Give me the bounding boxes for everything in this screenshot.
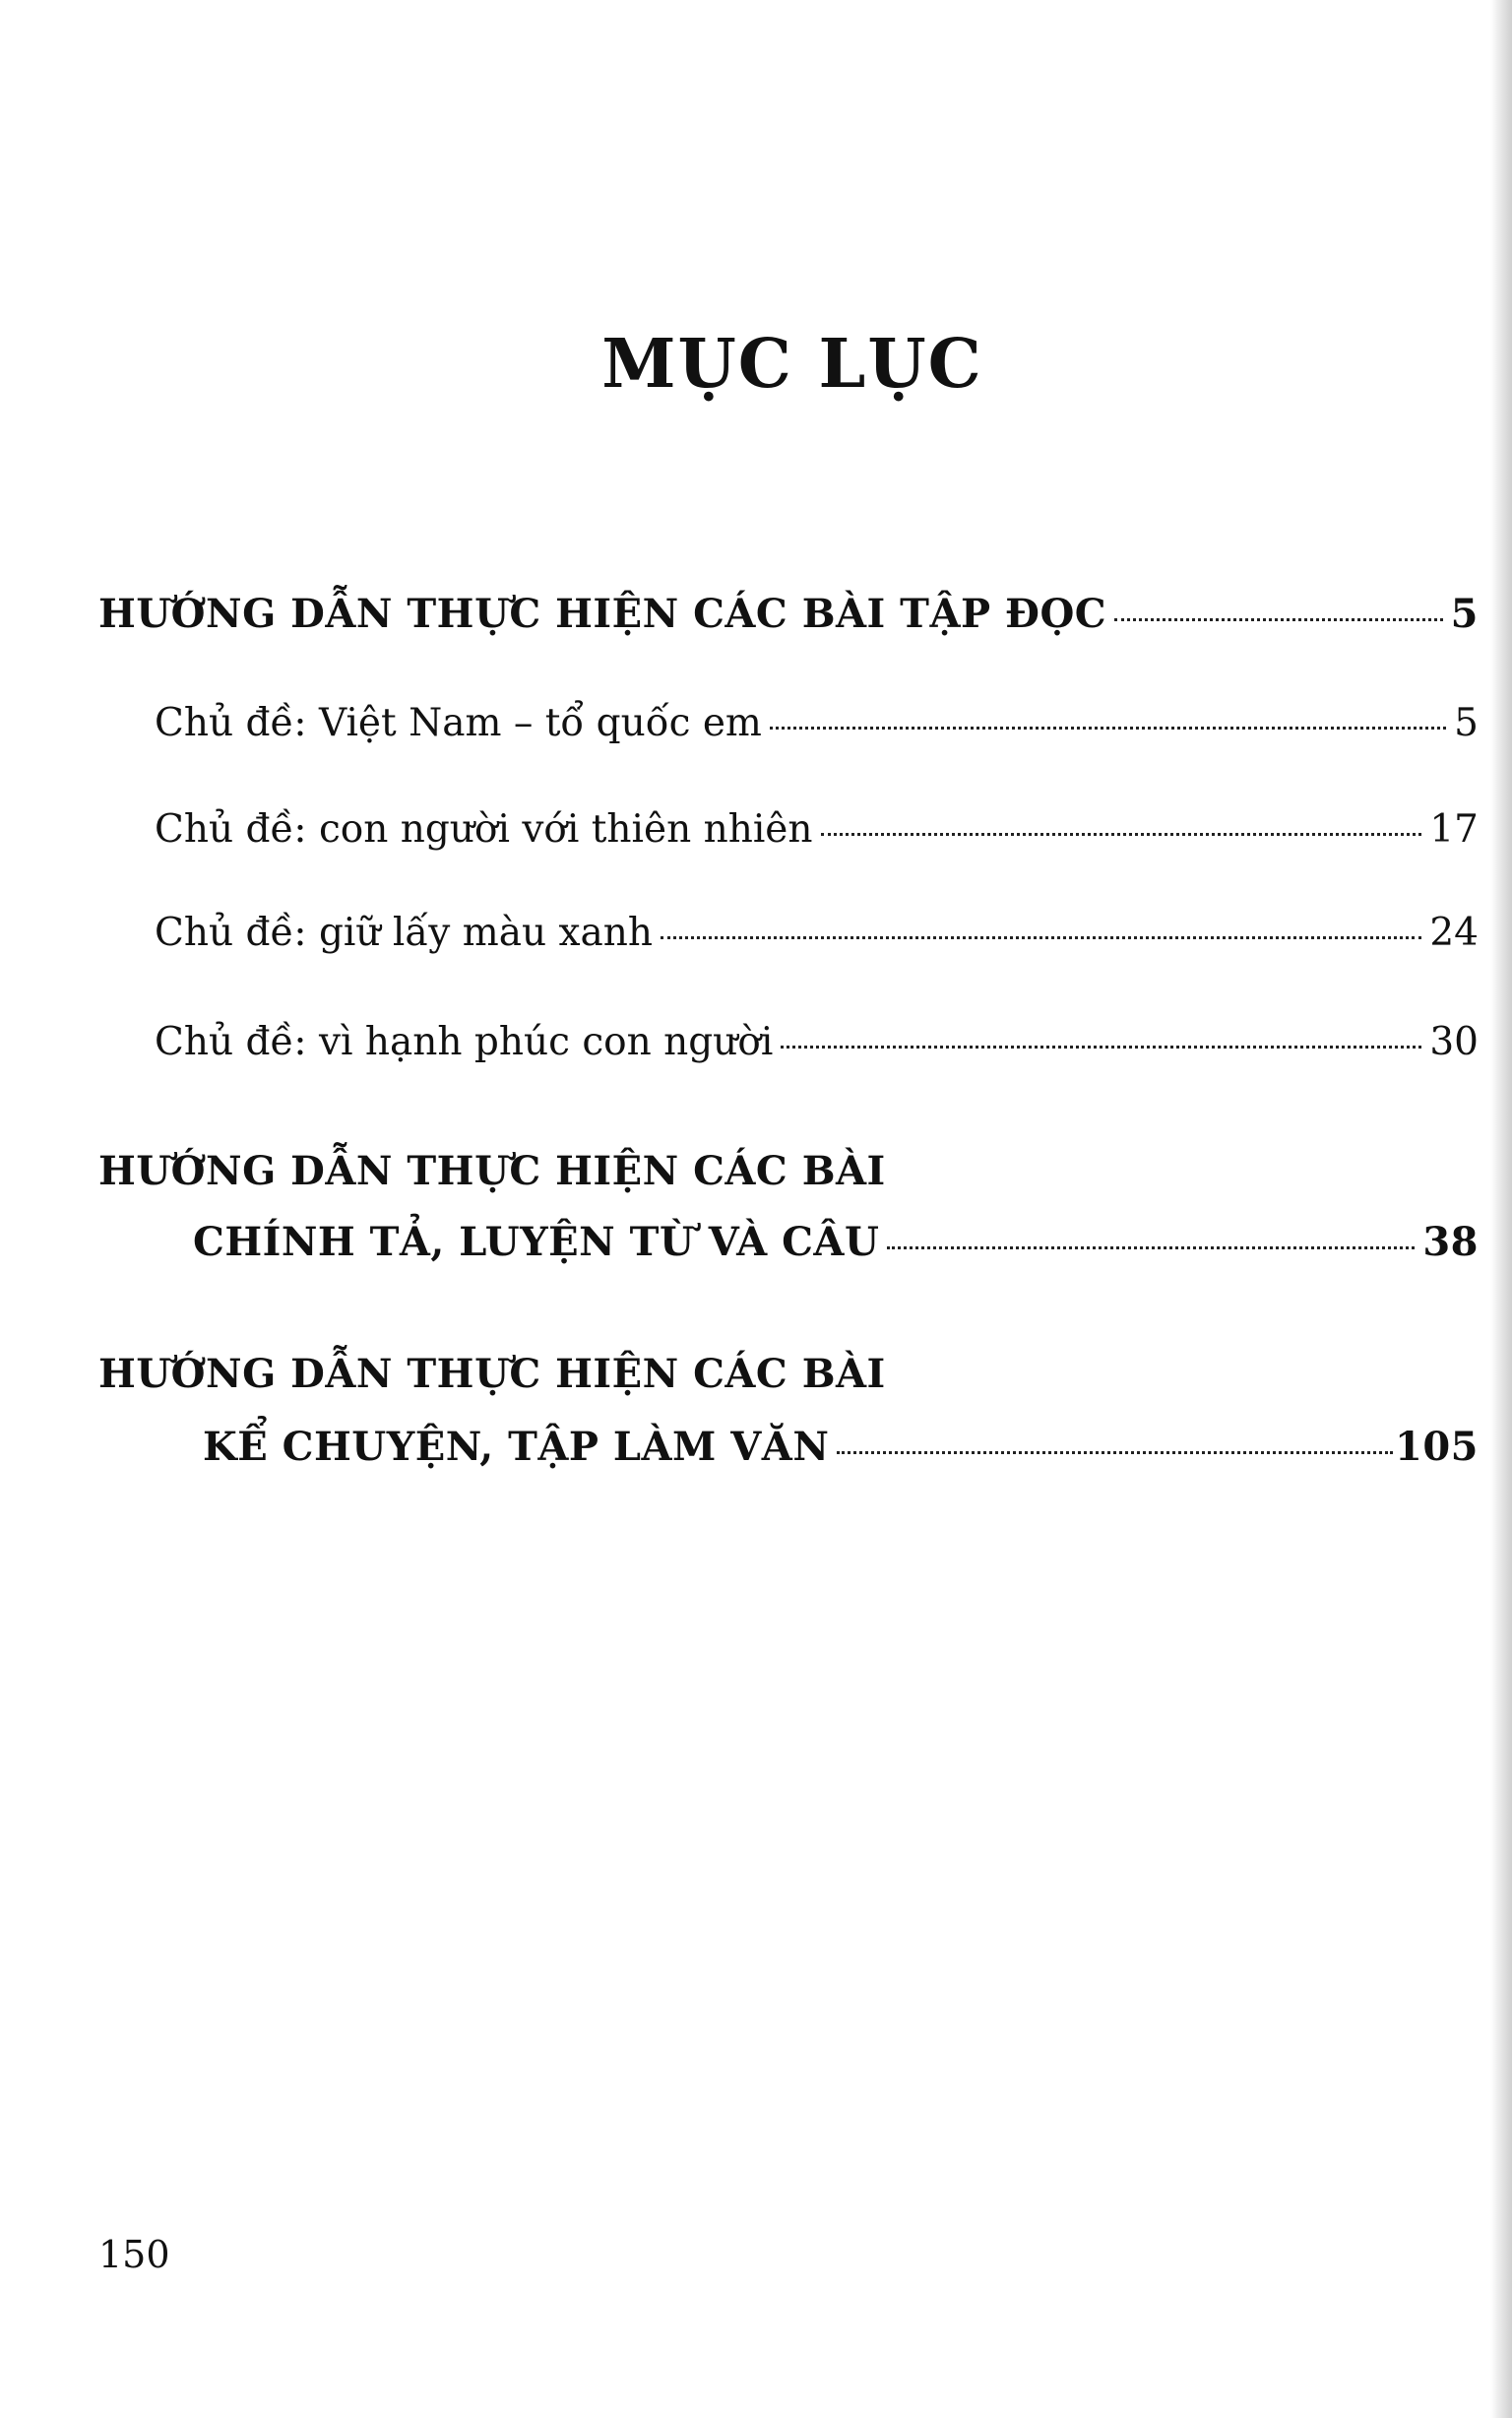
toc-entry-sub-1 <box>155 701 1479 745</box>
toc-entry-label: Chủ đề: Việt Nam – tổ quốc em <box>155 701 762 745</box>
toc-entry-section-1 <box>98 591 1479 637</box>
dot-leader <box>1114 618 1443 621</box>
dot-leader <box>837 1451 1393 1454</box>
toc-entry-section-3 <box>203 1424 1479 1470</box>
dot-leader <box>781 1046 1421 1049</box>
toc-entry-label: Chủ đề: con người với thiên nhiên <box>155 807 813 852</box>
toc-entry-page: 5 <box>1454 701 1479 745</box>
toc-entry-label: CHÍNH TẢ, LUYỆN TỪ VÀ CÂU <box>193 1219 880 1265</box>
page-title: MỤC LỤC <box>601 325 983 404</box>
toc-entry-sub-3 <box>155 911 1479 955</box>
toc-entry-section-2 <box>193 1219 1479 1265</box>
toc-entry-label: HƯỚNG DẪN THỰC HIỆN CÁC BÀI TẬP ĐỌC <box>98 591 1107 637</box>
dot-leader <box>821 833 1422 836</box>
toc-entry-label: Chủ đề: giữ lấy màu xanh <box>155 911 653 955</box>
toc-entry-section-3-line1: HƯỚNG DẪN THỰC HIỆN CÁC BÀI <box>98 1351 886 1397</box>
toc-entry-sub-2 <box>155 807 1479 852</box>
toc-entry-page: 17 <box>1429 807 1479 852</box>
toc-entry-label: KỂ CHUYỆN, TẬP LÀM VĂN <box>203 1424 830 1470</box>
toc-entry-page: 5 <box>1450 591 1479 637</box>
dot-leader <box>887 1246 1415 1249</box>
toc-entry-page: 30 <box>1429 1020 1479 1064</box>
toc-entry-page: 38 <box>1422 1219 1479 1265</box>
dot-leader <box>770 727 1446 730</box>
toc-entry-sub-4 <box>155 1020 1479 1064</box>
toc-entry-page: 24 <box>1429 911 1479 955</box>
toc-entry-section-2-line1: HƯỚNG DẪN THỰC HIỆN CÁC BÀI <box>98 1148 886 1194</box>
toc-entry-label: Chủ đề: vì hạnh phúc con người <box>155 1020 774 1064</box>
toc-entry-page: 105 <box>1395 1424 1479 1470</box>
page-number: 150 <box>98 2233 170 2276</box>
dot-leader <box>661 936 1421 939</box>
